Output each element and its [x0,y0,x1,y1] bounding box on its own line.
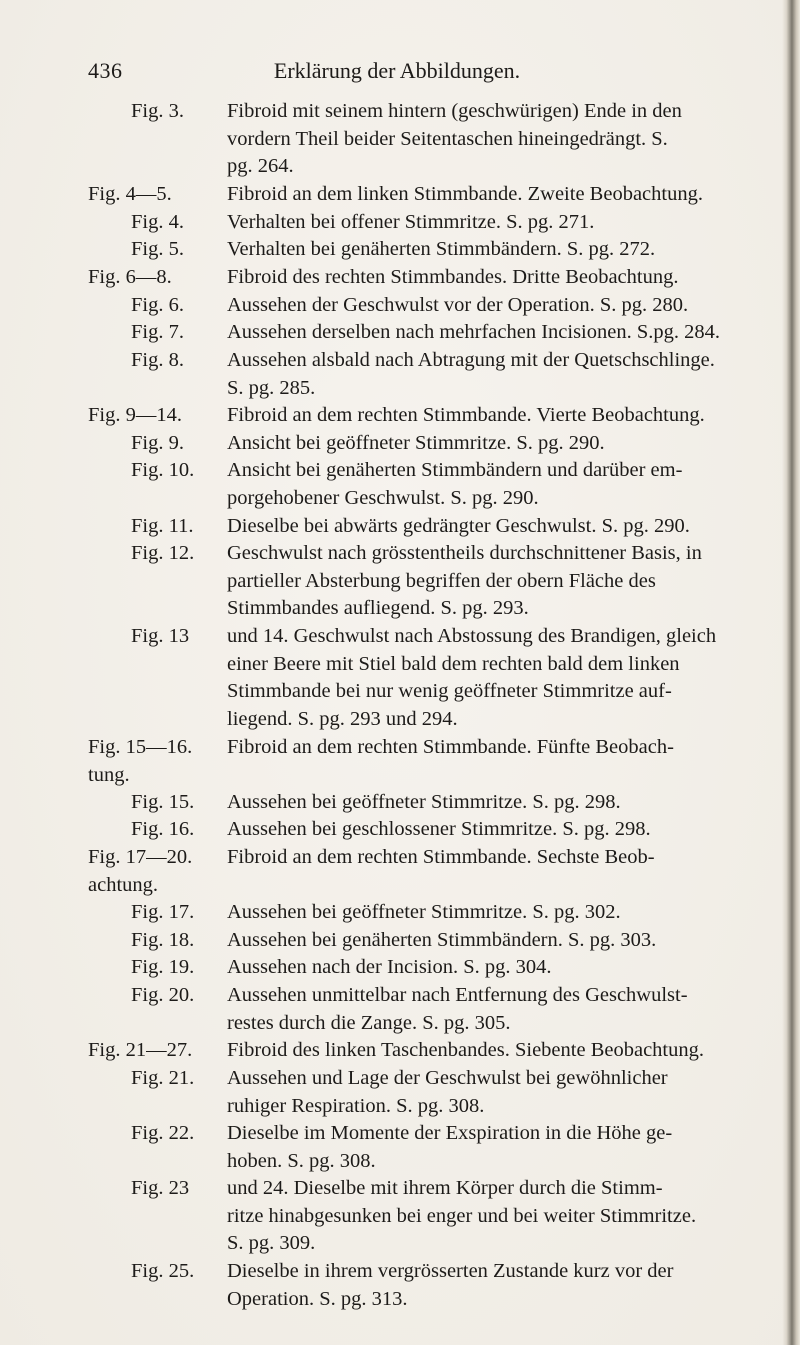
description-line: Stimmbandes aufliegend. S. pg. 293. [227,597,529,620]
figure-label: Fig. 21—27. [88,1039,193,1061]
description-line: Fibroid an dem rechten Stimmbande. Fünfte Beobach- [227,736,674,758]
figure-entry [88,844,718,872]
figure-entry [131,98,718,181]
figure-label: Fig. 7. [131,321,184,343]
figure-entry [131,513,718,541]
description-line: Ansicht bei genäherten Stimmbändern und darüber em- [227,459,683,481]
figure-description [227,1120,718,1175]
figure-description [227,623,718,733]
figure-description [227,402,718,430]
figure-label: Fig. 6. [131,294,184,316]
figure-description [227,1065,718,1120]
figure-entry [88,402,718,430]
figure-description [227,236,718,264]
description-line: pg. 264. [227,155,294,178]
description-line: Fibroid des linken Taschenbandes. Siebente Beobachtung. [227,1039,704,1061]
description-line: Verhalten bei genäherten Stimmbändern. S. pg. 272. [227,238,656,260]
description-line: Verhalten bei offener Stimmritze. S. pg. 271. [227,211,595,233]
figure-entry [131,540,718,623]
description-line: Fibroid an dem rechten Stimmbande. Sechste Beob- [227,846,655,868]
description-line: Fibroid an dem linken Stimmbande. Zweite Beobachtung. [227,183,703,205]
figure-label: Fig. 4—5. [88,183,172,205]
figure-label: Fig. 15. [131,791,195,813]
figure-label: Fig. 18. [131,929,195,951]
description-line: Ansicht bei geöffneter Stimmritze. S. pg. 290. [227,432,605,454]
figure-label: Fig. 17—20. [88,846,193,868]
figure-description [227,1037,718,1065]
figure-entry [88,264,718,292]
figure-entry [131,430,718,458]
figure-label: Fig. 15—16. [88,736,193,758]
figure-description [227,927,718,955]
figure-label: Fig. 20. [131,984,195,1006]
description-line: Fibroid mit seinem hintern (geschwürigen) Ende in den [227,100,682,122]
continuation-line: tung. [88,763,130,786]
figure-description [227,430,718,458]
figure-label: Fig. 4. [131,211,184,233]
figure-label: Fig. 3. [131,100,184,122]
figure-description [227,789,718,817]
description-line: restes durch die Zange. S. pg. 305. [227,1011,511,1034]
figure-entry [131,209,718,237]
figure-description [227,1258,718,1313]
figure-label: Fig. 10. [131,459,195,481]
figure-label: Fig. 22. [131,1122,195,1144]
figure-label: Fig. 5. [131,238,184,260]
description-line: Aussehen bei geschlossener Stimmritze. S. pg. 298. [227,818,651,840]
figure-label: Fig. 19. [131,956,195,978]
description-line: und 24. Dieselbe mit ihrem Körper durch die Stimm- [227,1177,663,1199]
description-line: S. pg. 285. [227,376,316,399]
description-line: Fibroid an dem rechten Stimmbande. Vierte Beobachtung. [227,404,705,426]
figure-label: Fig. 23 [131,1177,190,1199]
continuation-line: achtung. [88,873,159,896]
figure-entry [131,1065,718,1120]
figure-description [227,540,718,623]
figure-description [227,181,718,209]
description-line: Aussehen bei genäherten Stimmbändern. S. pg. 303. [227,929,657,951]
description-line: hoben. S. pg. 308. [227,1149,376,1172]
figure-description [227,98,718,181]
figure-label: Fig. 8. [131,349,184,371]
description-line: Dieselbe im Momente der Exspiration in die Höhe ge- [227,1122,673,1144]
figure-entry [131,623,718,733]
figure-entry [131,319,718,347]
figure-label: Fig. 9. [131,432,184,454]
description-line: Dieselbe in ihrem vergrösserten Zustande kurz vor der [227,1260,674,1282]
description-line: ruhiger Respiration. S. pg. 308. [227,1094,485,1117]
description-line: partieller Absterbung begriffen der obern Fläche des [227,569,656,592]
figure-label: Fig. 13 [131,625,190,647]
figure-entry [131,789,718,817]
figure-description [227,209,718,237]
figure-description [227,844,718,872]
figure-description [227,1175,718,1258]
figure-description [227,264,718,292]
figure-label: Fig. 25. [131,1260,195,1282]
figure-entry [88,181,718,209]
figure-entry [131,1175,718,1258]
figure-entry [88,734,718,762]
description-line: porgehobener Geschwulst. S. pg. 290. [227,486,539,509]
figure-description [227,513,718,541]
figure-entry [131,1258,718,1313]
figure-entry [131,457,718,512]
figure-label: Fig. 6—8. [88,266,172,288]
description-line: Aussehen und Lage der Geschwulst bei gewöhnlicher [227,1067,668,1089]
figure-label: Fig. 17. [131,901,195,923]
figure-entry [131,236,718,264]
figure-label: Fig. 16. [131,818,195,840]
figure-entry [131,927,718,955]
figure-entry [131,816,718,844]
description-line: Aussehen derselben nach mehrfachen Incisionen. S.pg. 284. [227,321,720,343]
figure-description [227,982,718,1037]
description-line: ritze hinabgesunken bei enger und bei weiter Stimmritze. [227,1204,697,1227]
figure-entry [131,954,718,982]
figure-entry [131,899,718,927]
figure-entry [131,982,718,1037]
figure-label: Fig. 12. [131,542,195,564]
figure-entry [131,1120,718,1175]
description-line: vordern Theil beider Seitentaschen hineingedrängt. S. [227,127,668,150]
figure-description [227,816,718,844]
description-line: und 14. Geschwulst nach Abstossung des Brandigen, gleich [227,625,717,647]
figure-description [227,899,718,927]
figure-entry [131,292,718,320]
figure-entry [131,347,718,402]
figure-entry [88,1037,718,1065]
description-line: Aussehen der Geschwulst vor der Operation. S. pg. 280. [227,294,689,316]
description-line: Aussehen bei geöffneter Stimmritze. S. pg. 302. [227,901,621,923]
description-line: Stimmbande bei nur wenig geöffneter Stimmritze auf- [227,680,672,703]
figure-description [227,954,718,982]
figure-description [227,319,720,347]
running-head: Erklärung der Abbildungen. [273,58,521,83]
description-line: Fibroid des rechten Stimmbandes. Dritte Beobachtung. [227,266,679,288]
description-line: liegend. S. pg. 293 und 294. [227,707,458,730]
figure-description [227,292,718,320]
description-line: einer Beere mit Stiel bald dem rechten bald dem linken [227,652,680,675]
page-number: 436 [88,58,123,83]
description-line: Geschwulst nach grösstentheils durchschnittener Basis, in [227,542,702,564]
description-line: Aussehen bei geöffneter Stimmritze. S. pg. 298. [227,791,621,813]
figure-description [227,734,718,762]
description-line: Operation. S. pg. 313. [227,1287,408,1310]
description-line: Aussehen unmittelbar nach Entfernung des Geschwulst- [227,984,688,1006]
figure-description [227,347,718,402]
figure-label: Fig. 21. [131,1067,195,1089]
figure-description [227,457,718,512]
description-line: S. pg. 309. [227,1232,316,1255]
description-line: Aussehen nach der Incision. S. pg. 304. [227,956,552,978]
figure-label: Fig. 11. [131,515,194,537]
description-line: Aussehen alsbald nach Abtragung mit der Quetschschlinge. [227,349,715,371]
description-line: Dieselbe bei abwärts gedrängter Geschwulst. S. pg. 290. [227,515,690,537]
figure-label: Fig. 9—14. [88,404,182,426]
